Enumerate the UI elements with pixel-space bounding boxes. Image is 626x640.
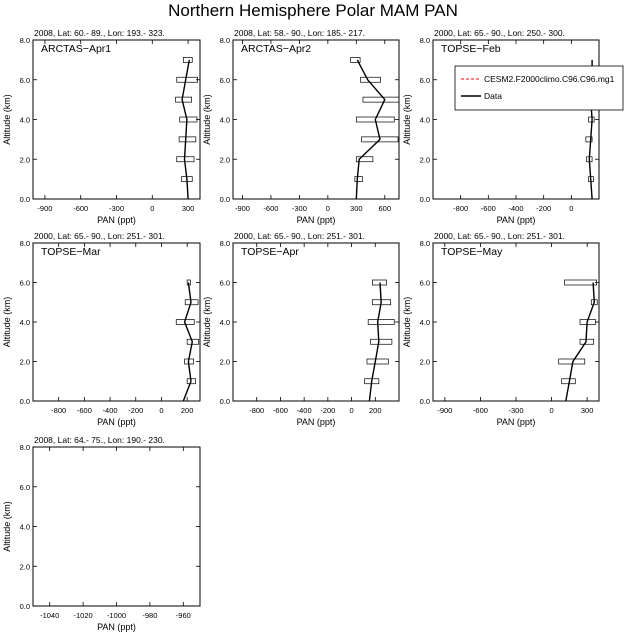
y-axis-label: Altitude (km)	[202, 94, 212, 145]
x-tick-label: -1000	[106, 611, 127, 620]
legend-entry: Data	[484, 91, 502, 101]
y-axis-label: Altitude (km)	[2, 94, 12, 145]
plot-frame	[33, 40, 200, 199]
x-axis-label: PAN (ppt)	[496, 417, 536, 427]
range-box	[580, 339, 594, 344]
y-axis-label: Altitude (km)	[2, 296, 12, 348]
range-box	[177, 77, 198, 82]
panel-header: 2000, Lat: 65.- 90., Lon: 250.- 300.	[434, 28, 565, 38]
x-tick-label: -800	[249, 406, 265, 415]
x-tick-label: 0	[549, 406, 554, 415]
panel-label: TOPSE−May	[441, 246, 503, 258]
y-axis-label: Altitude (km)	[2, 501, 12, 552]
y-tick-label: 6.0	[19, 278, 30, 288]
legend-box	[455, 66, 623, 110]
data-area	[559, 280, 598, 401]
x-tick-label: -900	[37, 204, 53, 213]
x-tick-label: -400	[102, 406, 118, 415]
data-area	[176, 57, 198, 199]
y-tick-label: 0.0	[19, 602, 30, 611]
x-axis-label: PAN (ppt)	[296, 215, 336, 225]
panel-label: TOPSE−Mar	[41, 246, 101, 258]
y-tick-label: 6.0	[419, 278, 430, 288]
x-tick-label: -900	[437, 406, 453, 415]
figure-title: Northern Hemisphere Polar MAM PAN	[168, 1, 458, 20]
x-tick-label: 0	[150, 204, 155, 213]
y-tick-label: 0.0	[219, 195, 230, 204]
panel-7	[2, 435, 200, 632]
x-tick-label: -800	[453, 204, 469, 213]
range-box	[565, 280, 597, 285]
panel-header: 2008, Lat: 58.- 90., Lon: 185.- 217.	[234, 28, 365, 38]
x-tick-label: -200	[128, 406, 144, 415]
panel-label: TOPSE−Apr	[241, 246, 299, 258]
x-tick-label: -600	[263, 204, 279, 213]
y-tick-label: 6.0	[19, 482, 30, 492]
x-tick-label: -200	[536, 204, 552, 213]
panel-label: ARCTAS−Apr1	[41, 43, 112, 55]
plot-frame	[33, 447, 200, 606]
range-box	[559, 359, 585, 364]
x-axis-label: PAN (ppt)	[296, 417, 336, 427]
x-tick-label: 300	[350, 204, 363, 213]
x-tick-label: -600	[272, 406, 288, 415]
panel-label: ARCTAS−Apr2	[241, 43, 312, 55]
y-tick-label: 4.0	[219, 318, 230, 327]
y-tick-label: 0.0	[19, 195, 30, 204]
y-tick-label: 0.0	[419, 397, 430, 406]
y-tick-label: 0.0	[19, 397, 30, 406]
y-tick-label: 4.0	[419, 318, 430, 327]
y-tick-label: 4.0	[419, 115, 430, 125]
x-tick-label: 0	[325, 204, 330, 213]
range-box	[367, 359, 388, 364]
y-tick-label: 8.0	[19, 239, 30, 248]
panel-header: 2000, Lat: 65.- 90., Lon: 251.- 301.	[234, 231, 365, 241]
panel-3	[402, 28, 623, 225]
x-axis-label: PAN (ppt)	[97, 417, 136, 427]
x-tick-label: -600	[472, 406, 488, 415]
plot-frame	[433, 40, 599, 199]
x-tick-label: -200	[320, 406, 336, 415]
x-tick-label: -1020	[73, 611, 93, 620]
y-tick-label: 6.0	[219, 278, 230, 288]
y-tick-label: 8.0	[219, 239, 230, 248]
x-axis-label: PAN (ppt)	[97, 622, 136, 632]
x-axis-label: PAN (ppt)	[97, 215, 136, 225]
y-tick-label: 6.0	[19, 75, 30, 85]
x-tick-label: 300	[181, 204, 195, 213]
y-tick-label: 4.0	[19, 522, 30, 532]
x-tick-label: -960	[175, 611, 191, 620]
panel-header: 2008, Lat: 60.- 89., Lon: 193.- 323.	[34, 28, 165, 38]
range-box	[180, 117, 197, 122]
data-line	[183, 283, 192, 402]
x-tick-label: 600	[378, 204, 392, 213]
y-tick-label: 4.0	[19, 115, 30, 125]
x-tick-label: -600	[76, 406, 92, 415]
y-tick-label: 2.0	[419, 357, 430, 367]
range-box	[361, 77, 381, 82]
data-line	[182, 60, 189, 199]
y-tick-label: 6.0	[219, 75, 230, 85]
x-axis-label: PAN (ppt)	[496, 215, 536, 225]
y-axis-label: Altitude (km)	[202, 296, 212, 348]
x-tick-label: -300	[508, 406, 524, 415]
panel-1	[2, 28, 200, 225]
y-axis-label: Altitude (km)	[402, 296, 412, 348]
range-box	[355, 177, 363, 182]
y-tick-label: 2.0	[19, 562, 30, 572]
x-tick-label: -400	[296, 406, 312, 415]
range-box	[371, 339, 392, 344]
x-tick-label: 0	[159, 406, 164, 415]
x-tick-label: 200	[180, 406, 194, 415]
x-tick-label: -600	[480, 204, 496, 213]
y-tick-label: 2.0	[219, 357, 230, 367]
plot-frame	[233, 40, 399, 199]
range-box	[368, 320, 394, 325]
x-tick-label: -300	[291, 204, 307, 213]
plot-frame	[33, 243, 200, 401]
x-tick-label: 200	[369, 406, 382, 415]
y-tick-label: 4.0	[19, 318, 30, 327]
panel-6	[402, 231, 599, 427]
panel-5	[202, 231, 399, 427]
data-area	[176, 280, 198, 401]
y-tick-label: 8.0	[19, 36, 30, 45]
y-tick-label: 2.0	[419, 155, 430, 165]
panel-header: 2000, Lat: 65.- 90., Lon: 251.- 301.	[434, 231, 565, 241]
y-tick-label: 2.0	[219, 155, 230, 165]
panel-4	[2, 231, 200, 427]
y-tick-label: 8.0	[219, 36, 230, 45]
x-tick-label: -600	[73, 204, 89, 213]
x-tick-label: -300	[108, 204, 125, 213]
y-tick-label: 0.0	[419, 195, 430, 204]
y-tick-label: 4.0	[219, 115, 230, 125]
x-tick-label: 0	[349, 406, 354, 415]
y-tick-label: 6.0	[419, 75, 430, 85]
x-tick-label: -900	[234, 204, 250, 213]
x-tick-label: 0	[569, 204, 574, 213]
plot-frame	[433, 243, 599, 401]
legend	[455, 66, 623, 110]
x-tick-label: -1040	[40, 611, 60, 620]
x-tick-label: -400	[508, 204, 524, 213]
range-box	[183, 57, 192, 62]
y-tick-label: 8.0	[419, 36, 430, 45]
y-tick-label: 8.0	[419, 239, 430, 248]
x-tick-label: -980	[142, 611, 158, 620]
panel-2	[202, 28, 408, 225]
x-tick-label: -800	[51, 406, 67, 415]
range-box	[176, 97, 192, 102]
range-box	[179, 137, 196, 142]
y-tick-label: 8.0	[19, 443, 30, 452]
y-tick-label: 2.0	[19, 155, 30, 165]
x-tick-label: 300	[580, 406, 594, 415]
data-area	[365, 280, 395, 401]
data-line	[369, 283, 381, 402]
legend-entry: CESM2.F2000climo.C96.C96.mg1	[484, 74, 615, 84]
panel-header: 2008, Lat: 64.- 75., Lon: 190.- 230.	[34, 435, 165, 445]
y-tick-label: 0.0	[219, 397, 230, 406]
plot-frame	[233, 243, 399, 401]
panel-header: 2000, Lat: 65.- 90., Lon: 251.- 301.	[34, 231, 165, 241]
y-tick-label: 2.0	[19, 357, 30, 367]
y-axis-label: Altitude (km)	[402, 94, 412, 145]
panel-label: TOPSE−Feb	[441, 43, 501, 55]
